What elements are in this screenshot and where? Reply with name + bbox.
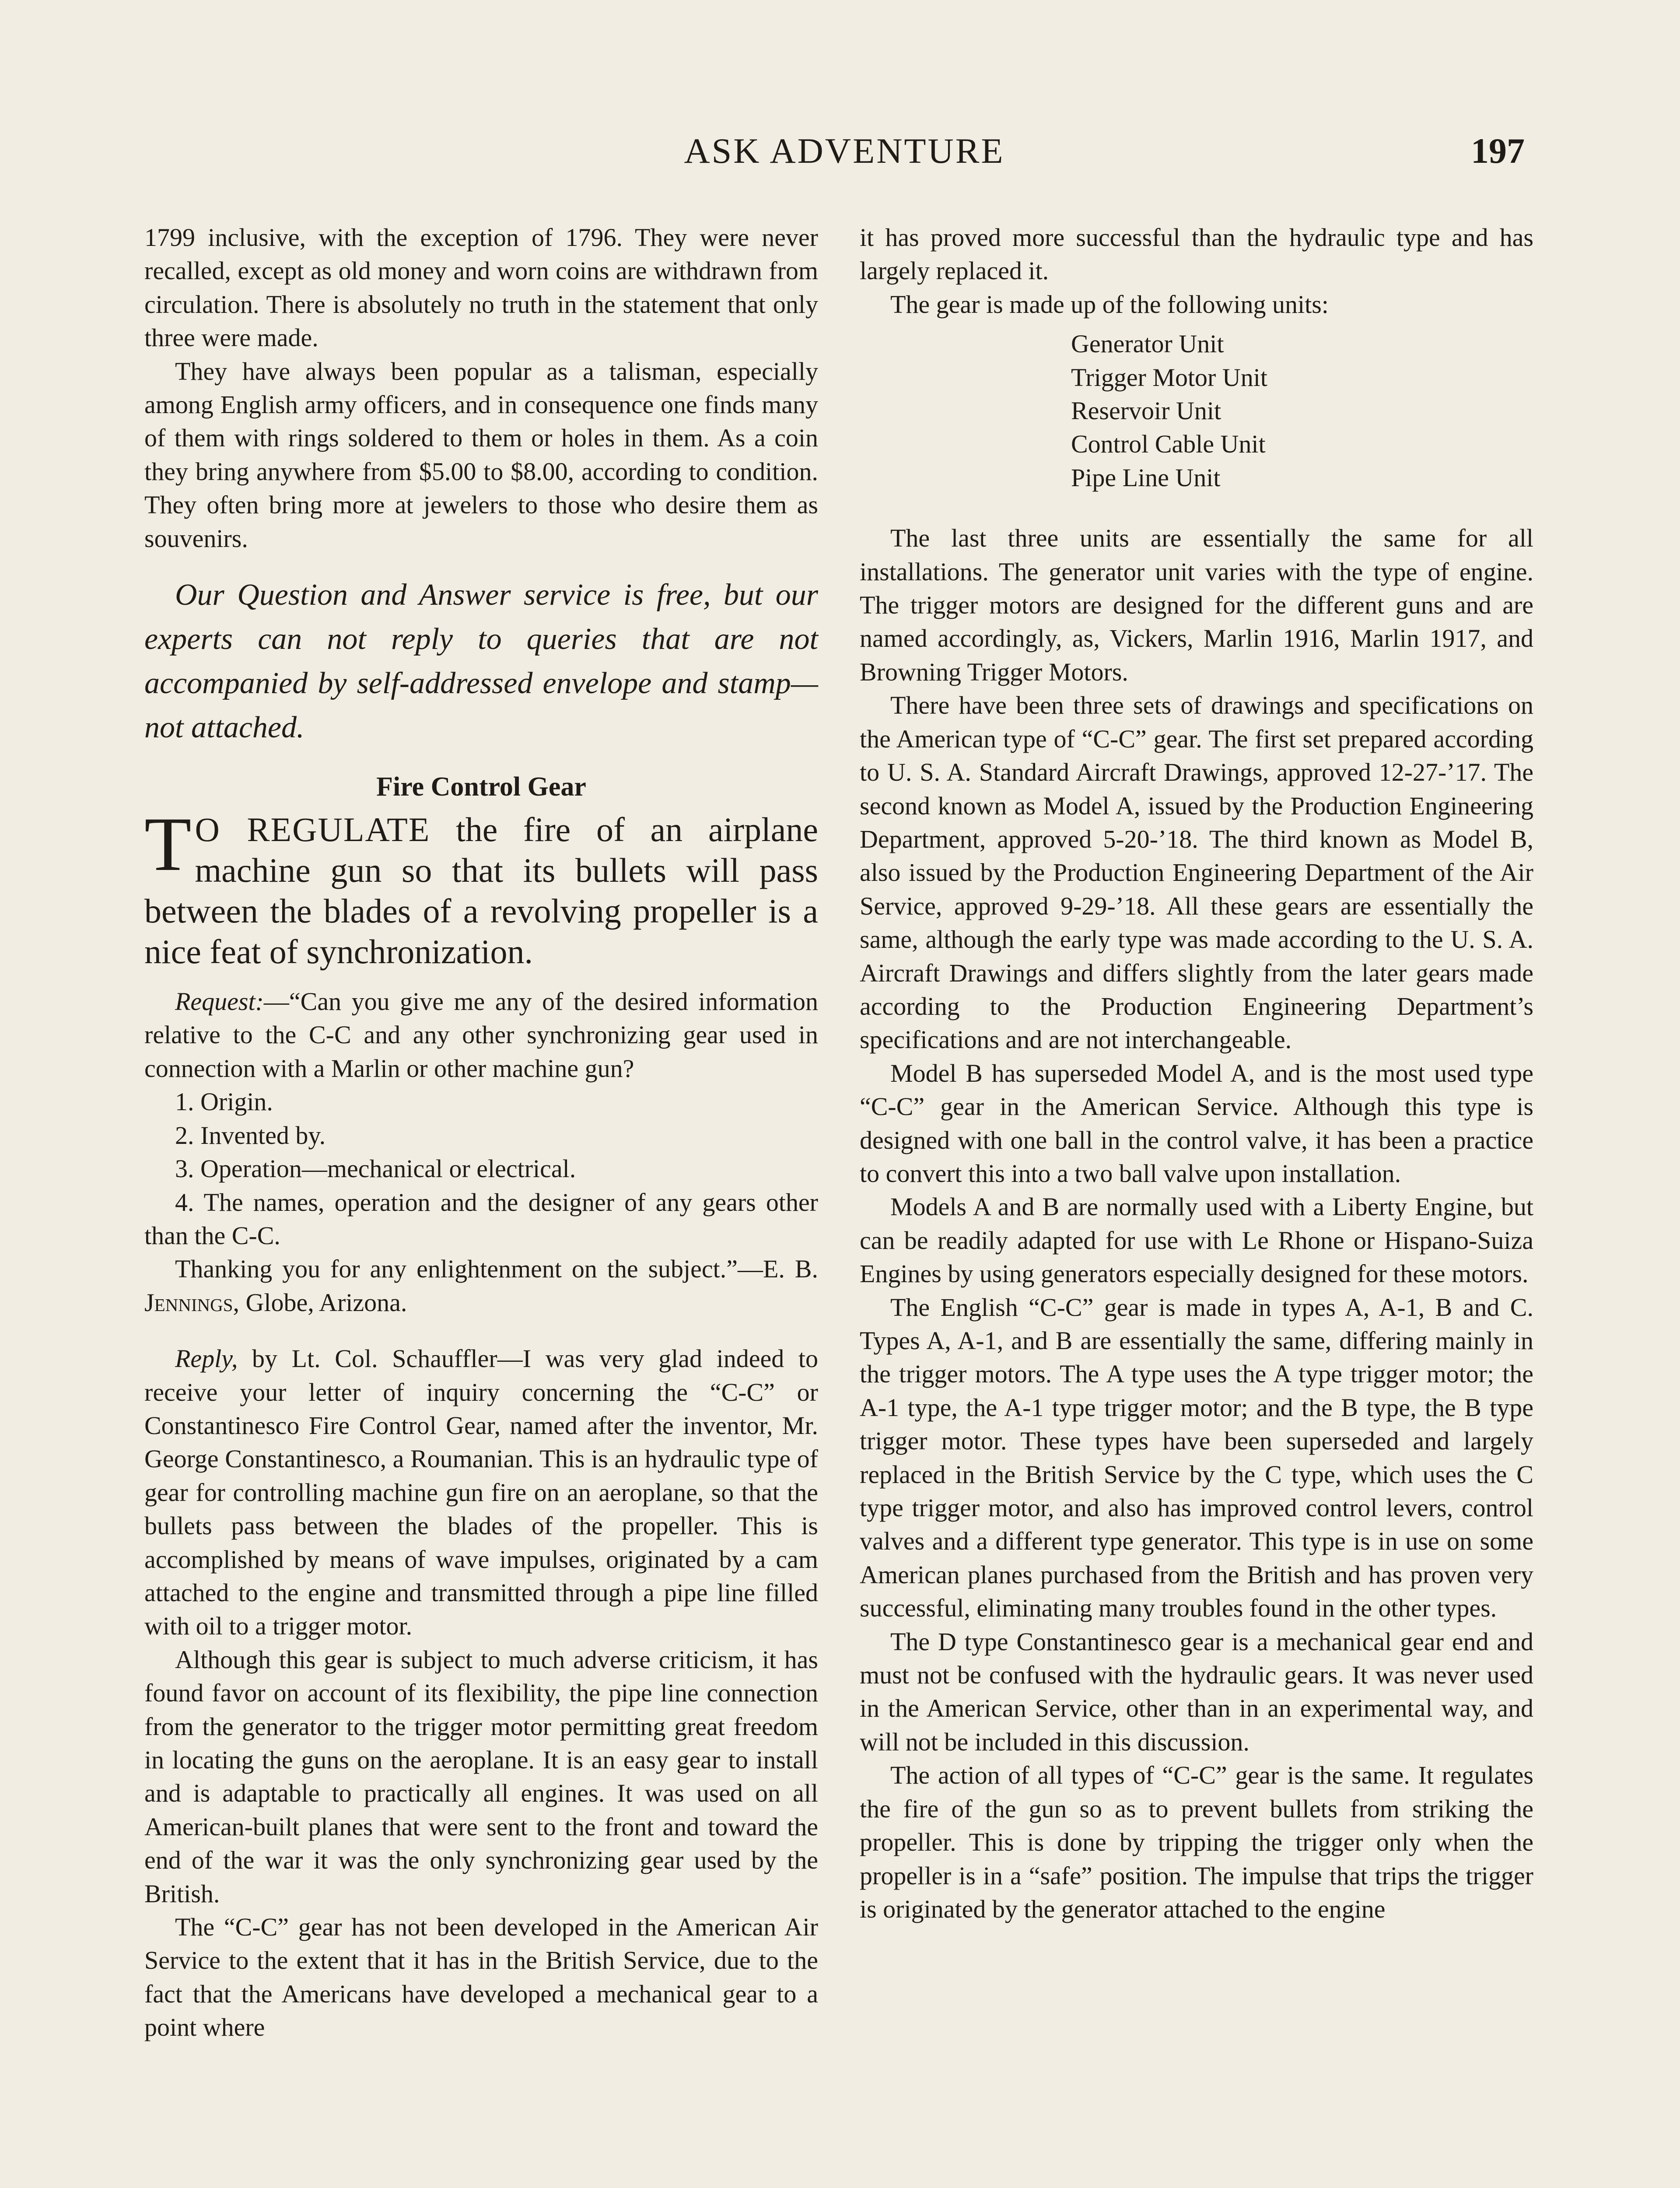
request-thanks bbox=[144, 1252, 818, 1319]
body-paragraph: The D type Constantinesco gear is a mechanical gear end and must not be confused with the hydraulic gears. It was never used in the American Service, other than in an experimental way, and will not be included in this discussion. bbox=[860, 1627, 1533, 1756]
body-paragraph: Model B has superseded Model A, and is the most used type “C-C” gear in the American Service. Although this type is designed with one ball in the control valve, it has been a practice to convert this into a two ball valve upon installation. bbox=[860, 1059, 1533, 1188]
lede-paragraph bbox=[144, 802, 819, 972]
lede-first-words: O REGULATE bbox=[195, 810, 430, 849]
request-label: Request: bbox=[175, 987, 264, 1016]
left-column bbox=[144, 221, 818, 2044]
request-item: 2. Invented by. bbox=[175, 1121, 326, 1150]
body-paragraph: The last three units are essentially the same for all installations. The generator unit varies with the type of engine. The trigger motors are designed for the different guns and are named accordingly, as, Vickers, Marlin 1916, Marlin 1917, and Browning Trigger Motors. bbox=[860, 524, 1533, 686]
reply-paragraph bbox=[144, 1342, 818, 1643]
units-intro: The gear is made up of the following units: bbox=[890, 290, 1329, 319]
reply-paragraph-2: Although this gear is subject to much adverse criticism, it has found favor on account of its flexibility, the pipe line connection from the generator to the trigger motor permitting great freedom in locating the guns on the aeroplane. It is an easy gear to install and is adaptable to practically all engines. It was used on all American-built planes that were sent to the front and toward the end of the war it was the only synchronizing gear used by the British. bbox=[144, 1645, 818, 1908]
running-title: ASK ADVENTURE bbox=[684, 131, 1005, 171]
body-paragraph: The action of all types of “C-C” gear is the same. It regulates the fire of the gun so as to prevent bullets from striking the propeller. This is done by tripping the trigger only when the propeller is in a “safe” position. The impulse that trips the trigger is originated by the generator attached to the engine bbox=[860, 1761, 1533, 1923]
gear-units-list bbox=[860, 327, 1533, 494]
request-text: —“Can you give me any of the desired information relative to the C-C and any other synchronizing gear used in connection with a Marlin or other machine gun? bbox=[144, 987, 818, 1083]
request-author: E. B. Jennings bbox=[144, 1255, 818, 1317]
lede-text: the fire of an airplane machine gun so that its bullets will pass between the blades of a revolving propeller is a nice feat of synchronization. bbox=[144, 810, 819, 971]
intro-paragraph: 1799 inclusive, with the exception of 1796. They were never recalled, except as old money and worn coins are withdrawn from circulation. There is absolutely no truth in the statement that only three were made. bbox=[144, 223, 818, 352]
list-item: Reservoir Unit bbox=[1071, 396, 1222, 425]
list-item: Generator Unit bbox=[1071, 330, 1224, 358]
list-item: Pipe Line Unit bbox=[1071, 463, 1221, 492]
thanks-text: Thanking you for any enlightenment on the subject.”— bbox=[175, 1255, 763, 1283]
body-paragraph: The English “C-C” gear is made in types A, A-1, B and C. Types A, A-1, and B are essentially the same, differing mainly in the trigger motors. The A type uses the A type trigger motor; the A-1 type, the A-1 type trigger motor; and the B type, the B type trigger motor. These types have been superseded and largely replaced in the British Service by the C type, which uses the C type trigger motor, and also has improved control levers, control valves and a different type generator. This type is in use on some American planes purchased from the British and has proven very successful, eliminating many troubles found in the other types. bbox=[860, 1293, 1533, 1623]
list-item: Trigger Motor Unit bbox=[1071, 363, 1267, 392]
service-notice: Our Question and Answer service is free, but our experts can not reply to queries that are not accompanied by self-addressed envelope and stamp—not attached. bbox=[144, 578, 818, 745]
reply-label: Reply, bbox=[175, 1344, 238, 1373]
continuation-paragraph: it has proved more successful than the hydraulic type and has largely replaced it. bbox=[860, 223, 1533, 285]
reply-paragraph-3: The “C-C” gear has not been developed in the American Air Service to the extent that it has in the British Service, due to the fact that the Americans have developed a mechanical gear to a point where bbox=[144, 1913, 818, 2042]
list-item: Control Cable Unit bbox=[1071, 430, 1266, 459]
page-header bbox=[0, 127, 1680, 175]
talisman-paragraph: They have always been popular as a talisman, especially among English army officers, and in consequence one finds many of them with rings soldered to them or holes in them. As a coin they bring anywhere from $5.00 to $8.00, according to condition. They often bring more at jewelers to those who desire them as souvenirs. bbox=[144, 357, 818, 553]
right-column bbox=[860, 221, 1533, 1926]
request-paragraph bbox=[144, 985, 818, 1085]
page-number: 197 bbox=[1471, 131, 1525, 171]
body-paragraph: There have been three sets of drawings and specifications on the American type of “C-C” gear. The first set prepared according to U. S. A. Standard Aircraft Drawings, approved 12-27-’17. The second known as Model A, issued by the Production Engineering Department, approved 5-20-’18. The third known as Model B, also issued by the Production Engineering Department of the Air Service, approved 9-29-’18. All these gears are essentially the same, although the early type was made according to the U. S. A. Aircraft Drawings and differs slightly from the later gears made according to the Production Engineering Department’s specifications and are not interchangeable. bbox=[860, 691, 1533, 1054]
drop-cap: T bbox=[144, 802, 192, 887]
reply-text: by Lt. Col. Schauffler—I was very glad indeed to receive your letter of inquiry concerning the “C-C” or Constantinesco Fire Control Gear, named after the inventor, Mr. George Constantinesco, a Roumanian. This is an hydraulic type of gear for controlling machine gun fire on an aeroplane, so that the bullets pass between the blades of the propeller. This is accomplished by means of wave impulses, originated by a cam attached to the engine and transmitted through a pipe line filled with oil to a trigger motor. bbox=[144, 1344, 819, 1641]
body-paragraph: Models A and B are normally used with a Liberty Engine, but can be readily adapted for use with Le Rhone or Hispano-Suiza Engines by using generators especially designed for these motors. bbox=[860, 1192, 1533, 1288]
request-item: 3. Operation—mechanical or electrical. bbox=[175, 1154, 576, 1183]
request-location: , Globe, Arizona. bbox=[233, 1288, 407, 1317]
section-heading: Fire Control Gear bbox=[376, 772, 586, 802]
request-item: 4. The names, operation and the designer of any gears other than the C-C. bbox=[144, 1188, 818, 1250]
request-item: 1. Origin. bbox=[175, 1087, 273, 1116]
